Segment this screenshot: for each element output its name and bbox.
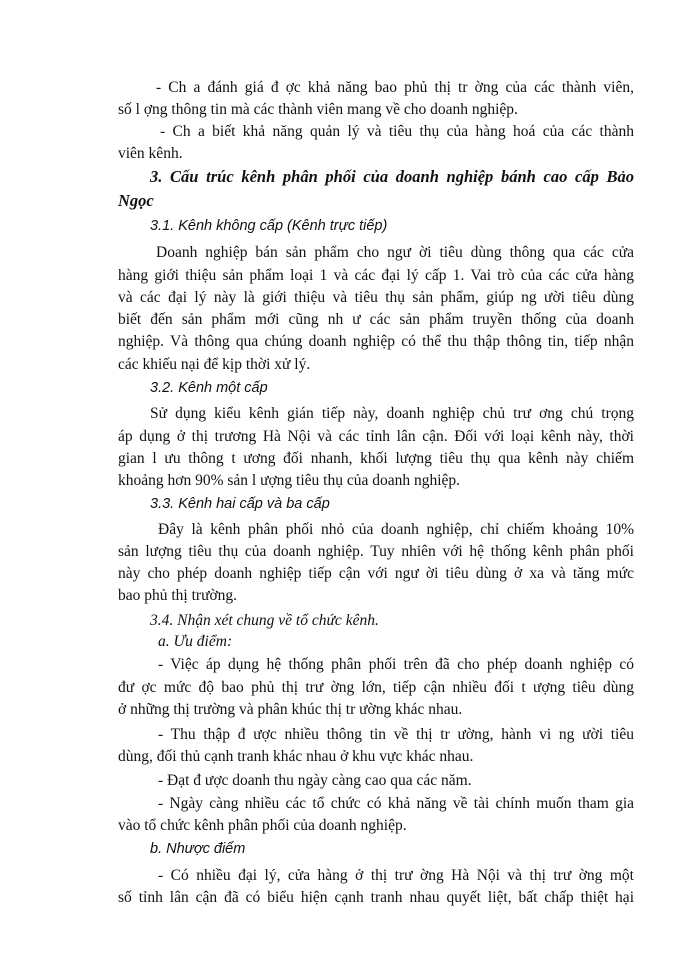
paragraph-line: - Ngày càng nhiều các tổ chức có khả năng về tài chính muốn tham gia bbox=[158, 795, 634, 812]
advantages-heading: a. Ưu điểm: bbox=[158, 633, 233, 650]
paragraph-line: và các đại lý này là giới thiệu và tiêu thụ sản phẩm, giúp ng ười tiêu dùng bbox=[118, 289, 634, 306]
paragraph-line: - Việc áp dụng hệ thống phân phối trên đã cho phép doanh nghiệp có bbox=[158, 656, 634, 673]
paragraph-line: đư ợc mức độ bao phủ thị trư ờng lớn, tiếp cận nhiều đối t ượng tiêu dùng bbox=[118, 679, 634, 696]
paragraph-line: số tỉnh lân cận đã có biểu hiện cạnh tranh nhau quyết liệt, bất chấp thiệt hại bbox=[118, 889, 634, 906]
paragraph-line: viên kênh. bbox=[118, 145, 183, 162]
paragraph-line: ở những thị trường và phân khúc thị tr ường khác nhau. bbox=[118, 701, 463, 718]
section-heading: Ngọc bbox=[118, 191, 154, 210]
paragraph-line: các khiếu nại để kịp thời xử lý. bbox=[118, 356, 311, 373]
paragraph-line: Doanh nghiệp bán sản phẩm cho ngư ời tiêu dùng thông qua các cửa bbox=[156, 244, 634, 261]
paragraph-line: Đây là kênh phân phối nhỏ của doanh nghiệp, chỉ chiếm khoảng 10% bbox=[158, 521, 634, 538]
paragraph-line: - Thu thập đ ược nhiều thông tin về thị tr ường, hành vi ng ười tiêu bbox=[158, 726, 634, 743]
paragraph-line: áp dụng ở thị trương Hà Nội và các tỉnh lân cận. Đối với loại kênh này, thời bbox=[118, 428, 634, 445]
paragraph-line: vào tổ chức kênh phân phối của doanh nghiệp. bbox=[118, 817, 407, 834]
paragraph-line: này cho phép doanh nghiệp tiếp cận với ngư ời tiêu dùng ở xa và tăng mức bbox=[118, 565, 634, 582]
disadvantages-heading: b. Nhược điểm bbox=[150, 841, 246, 857]
paragraph-line: gian l ưu thông t ương đối nhanh, khối lượng tiêu thụ qua kênh này chiếm bbox=[118, 450, 634, 467]
paragraph-line: - Ch a biết khả năng quản lý và tiêu thụ của hàng hoá của các thành bbox=[160, 123, 634, 140]
paragraph-line: số l ợng thông tin mà các thành viên mang về cho doanh nghiệp. bbox=[118, 101, 518, 118]
paragraph-line: Sử dụng kiểu kênh gián tiếp này, doanh nghiệp chủ trư ơng chú trọng bbox=[150, 405, 634, 422]
paragraph-line: dùng, đối thủ cạnh tranh khác nhau ở khu vực khác nhau. bbox=[118, 748, 474, 765]
paragraph-line: - Ch a đánh giá đ ợc khả năng bao phủ thị tr ờng của các thành viên, bbox=[156, 79, 634, 96]
subsection-heading: 3.2. Kênh một cấp bbox=[150, 380, 268, 396]
subsection-heading bbox=[150, 611, 666, 631]
section-heading: 3. Cấu trúc kênh phân phối của doanh nghiệp bánh cao cấp Bảo bbox=[150, 167, 634, 186]
subsection-heading: 3.3. Kênh hai cấp và ba cấp bbox=[150, 496, 330, 512]
paragraph-line: - Đạt đ ược doanh thu ngày càng cao qua các năm. bbox=[158, 772, 472, 789]
paragraph-line: bao phủ thị trường. bbox=[118, 587, 238, 604]
subsection-heading: 3.1. Kênh không cấp (Kênh trực tiếp) bbox=[150, 218, 388, 234]
paragraph-line: hàng giới thiệu sản phẩm loại 1 và các đại lý cấp 1. Vai trò của các cửa hàng bbox=[118, 267, 634, 284]
heading-text: 3.4. Nhận xét chung về tổ chức kênh. bbox=[150, 612, 379, 629]
paragraph-line: khoảng hơn 90% sản l ượng tiêu thụ của doanh nghiệp. bbox=[118, 472, 461, 489]
paragraph-line: biết đến sản phẩm mới cũng nh ư các sản phẩm truyền thống của doanh bbox=[118, 311, 634, 328]
paragraph-line: nghiệp. Và thông qua chúng doanh nghiệp có thể thu thập thông tin, tiếp nhận bbox=[118, 333, 634, 350]
paragraph-line: sản lượng tiêu thụ của doanh nghiệp. Tuy nhiên với hệ thống kênh phân phối bbox=[118, 543, 634, 560]
paragraph-line: - Có nhiều đại lý, cửa hàng ở thị trư ờng Hà Nội và thị trư ờng một bbox=[158, 867, 634, 884]
